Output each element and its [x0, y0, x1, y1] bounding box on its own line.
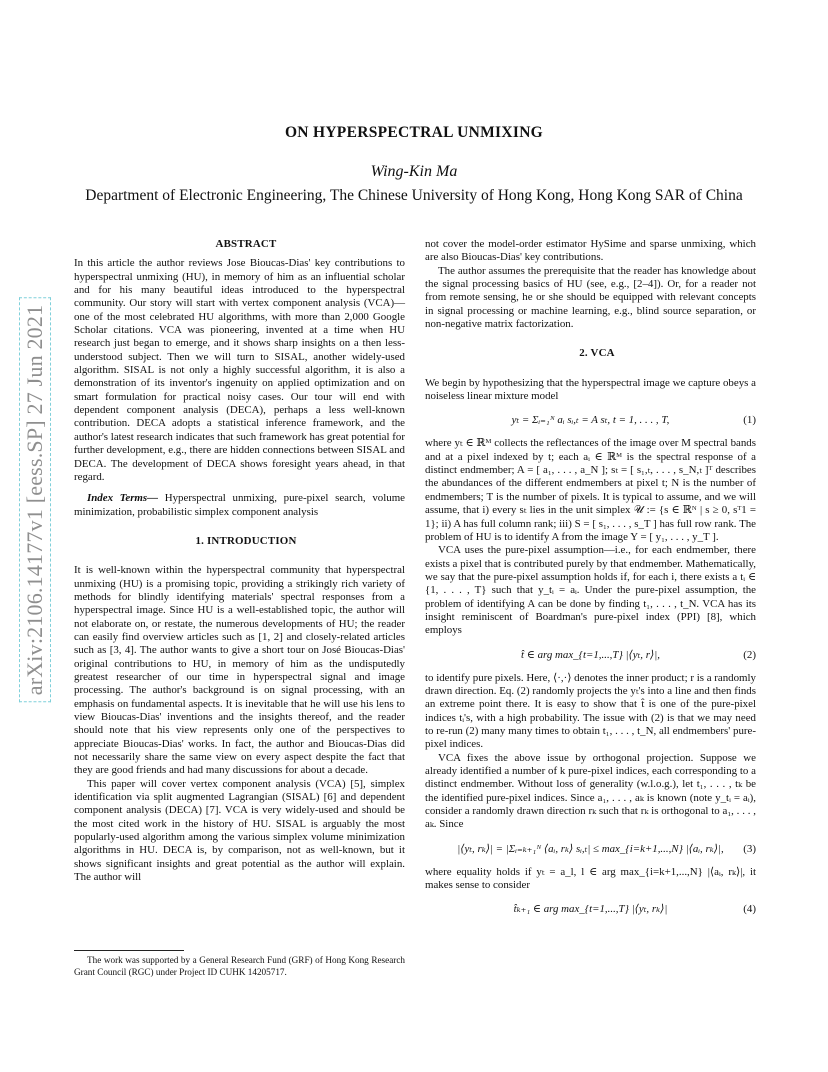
index-terms-text: Hyperspectral unmixing, pure-pixel search, volume minimization, probabilistic simplex component analysis — [74, 492, 405, 518]
vca-paragraph-1: We begin by hypothesizing that the hyperspectral image we capture obeys a noiseless linear mixture model — [425, 376, 756, 403]
vca-paragraph-5: VCA fixes the above issue by orthogonal projection. Suppose we already identified a number of k pure-pixel indices, each corresponding to a distinct endmember. Without loss of generality (w.l.o.g.), let t₁, . . . , tₖ be the identified pure-pixel indices. Since a₁, . . . , aₖ is known (note y_tᵢ = aᵢ), consider a randomly drawn direction rₖ such that rₖ is orthogonal to a₁, . . . , aₖ. Since — [425, 751, 756, 831]
equation-3 — [425, 840, 756, 858]
abstract-heading: ABSTRACT — [215, 238, 277, 250]
equation-4 — [425, 900, 756, 918]
vca-paragraph-2: where yₜ ∈ ℝᴹ collects the reflectances of the image over M spectral bands and at a pixel indexed by t; each aᵢ ∈ ℝᴹ is the spectral response of a distinct endmember; A = [ a₁, . . . , a_N ]; sₜ = [ s₁,ₜ, . . . , s_N,ₜ ]ᵀ describes the abundances of the different endmembers at pixel t; N is the number of endmembers; T is the number of pixels. It is typical to assume, and we will assume, that i) every sₜ lies in the unit simplex 𝒰 := {s ∈ ℝᴺ | s ≥ 0, sᵀ1 = 1}; ii) A has full column rank; iii) S = [ s₁, . . . , s_T ] has full row rank. The problem of HU is to identify A from the image Y = [ y₁, . . . , y_T ]. — [425, 437, 756, 543]
paper-title: ON HYPERSPECTRAL UNMIXING — [284, 124, 544, 141]
author-name: Wing-Kin Ma — [370, 163, 458, 180]
section-1-heading: 1. INTRODUCTION — [195, 534, 297, 547]
abstract-text: In this article the author reviews Jose Bioucas-Dias' key contributions to hyperspectral unmixing (HU), in memory of him as an influential scholar and for his many beautiful ideas introduced to the hyperspectral community. Our story will start with vertex component analysis (VCA)—one of the most celebrated HU algorithms, with more than 2,000 Google Scholar citations. VCA was pioneering, invented at a time when HU research just began to emerge, and it shows sharp insights on a then less-understood subject. Then we will turn to SISAL, another widely-used algorithm. SISAL is not only a highly successful algorithm, it is also a demonstration of its inventor's ingenuity on applied optimization and on smart formulation for practical noisy cases. Our tour will end with dependent component analysis (DECA), perhaps a less well-known contribution. DECA adopts a statistical inference framework, and the author's latest research indicates that such framework has great potential for further development, e.g., there are hidden connections between SISAL and DECA. The development of DECA shows foresight years ahead, in that regard. — [74, 257, 405, 483]
vca-paragraph-4: to identify pure pixels. Here, ⟨·,·⟩ denotes the inner product; r is a randomly drawn direction. Eq. (2) randomly projects the yₜ's into a line and then finds an extreme point there. It is easy to show that t̂ is one of the pure-pixel indices tᵢ's, with a high probability. The issue with (2) is that we may need to re-run (2) many many times to obtain t₁, . . . , t_N, all endmembers' pure-pixel indices. — [425, 671, 756, 751]
author-affiliation: Department of Electronic Engineering, The Chinese University of Hong Kong, Hong Kong SAR of China — [85, 187, 743, 204]
intro-paragraph-1: It is well-known within the hyperspectral community that hyperspectral unmixing (HU) is a promising topic, providing a strikingly rich variety of methods for blindly identifying materials' spectral responses from a hyperspectral image. Since HU is a well-established topic, the author will not elaborate on, or restate, the numerous developments of HU; the reader can easily find overview articles such as [1, 2] and closely-related articles such as [3, 4]. The author wants to give a short tour on José Bioucas-Dias' original contributions to HU, in memory of him as the undisputedly greatest researcher of our time in hyperspectral signal and image processing. The author's background is on signal processing, with an emphasis on fundamental aspects. It is inevitable that he will use his lens to view Bioucas-Dias' inventions and the insights thereof, and the reader should note that his view represents only one of the perspectives to appreciate Bioucas-Dias' works. In fact, the author and Bioucas-Dias did not necessarily share the same view on every aspect despite the fact that they are good friends and had many discussions for about a decade. — [74, 564, 405, 777]
arxiv-stamp — [12, 250, 58, 750]
footnote: The work was supported by a General Research Fund (GRF) of Hong Kong Research Grant Council (RGC) under Project ID CUHK 14205717. — [74, 955, 405, 977]
right-paragraph-0: not cover the model-order estimator HySime and sparse unmixing, which are also Bioucas-Dias' key contributions. — [425, 238, 756, 264]
footnote-rule — [74, 950, 184, 951]
intro-paragraph-2: This paper will cover vertex component analysis (VCA) [5], simplex identification via split augmented Lagrangian (SISAL) [6] and dependent component analysis (DECA) [7]. VCA is very widely-used and should be the most cited work in the history of HU. SISAL is arguably the most popularly-used algorithm among the various simplex volume minimization algorithms in HU. DECA is, by comparison, not as well-known, but it shows significant insights and great potential as the author will explain. The author will — [74, 777, 405, 884]
section-2-heading: 2. VCA — [579, 347, 615, 360]
index-terms-label: Index Terms— — [87, 492, 159, 505]
equation-1-body: yₜ = Σᵢ₌₁ᴺ aᵢ sᵢ,ₜ = A sₜ, t = 1, . . . , T, — [511, 414, 670, 427]
equation-2 — [425, 646, 756, 664]
equation-3-number: (3) — [743, 842, 756, 855]
equation-1-number: (1) — [743, 414, 756, 427]
equation-3-body: |⟨yₜ, rₖ⟩| = |Σᵢ₌ₖ₊₁ᴺ ⟨aᵢ, rₖ⟩ sᵢ,ₜ| ≤ max_{i=k+1,...,N} |⟨aᵢ, rₖ⟩|, — [457, 842, 724, 855]
arxiv-identifier[interactable]: arXiv:2106.14177v1 [eess.SP] 27 Jun 2021 — [20, 299, 50, 702]
vca-paragraph-6: where equality holds if yₜ = a_l, l ∈ arg max_{i=k+1,...,N} |⟨aᵢ, rₖ⟩|, it makes sense to consider — [425, 865, 756, 892]
equation-1 — [425, 411, 756, 429]
left-column — [74, 238, 405, 884]
equation-4-body: t̂ₖ₊₁ ∈ arg max_{t=1,...,T} |⟨yₜ, rₖ⟩| — [513, 903, 668, 916]
right-column — [425, 238, 756, 926]
vca-paragraph-3: VCA uses the pure-pixel assumption—i.e., for each endmember, there exists a pixel that is contributed purely by that endmember. Mathematically, we say that the pure-pixel assumption holds if, for each i, there exists a tᵢ ∈ {1, . . . , T} such that y_tᵢ = aᵢ. Under the pure-pixel assumption, the problem of identifying A can be done by finding t₁, . . . , t_N. VCA has its insight reminiscent of Boardman's pure-pixel index (PPI) [8], which employs — [425, 544, 756, 637]
equation-2-body: t̂ ∈ arg max_{t=1,...,T} |⟨yₜ, r⟩|, — [521, 648, 660, 661]
index-terms — [74, 492, 405, 519]
right-paragraph-1: The author assumes the prerequisite that the reader has knowledge about the signal processing basics of HU (see, e.g., [2–4]). Or, for a reader not from remote sensing, he or she should be equipped with relevant concepts in signal processing or machine learning, e.g., blind source separation, or non-negative matrix factorization. — [425, 264, 756, 331]
equation-4-number: (4) — [743, 903, 756, 916]
equation-2-number: (2) — [743, 648, 756, 661]
